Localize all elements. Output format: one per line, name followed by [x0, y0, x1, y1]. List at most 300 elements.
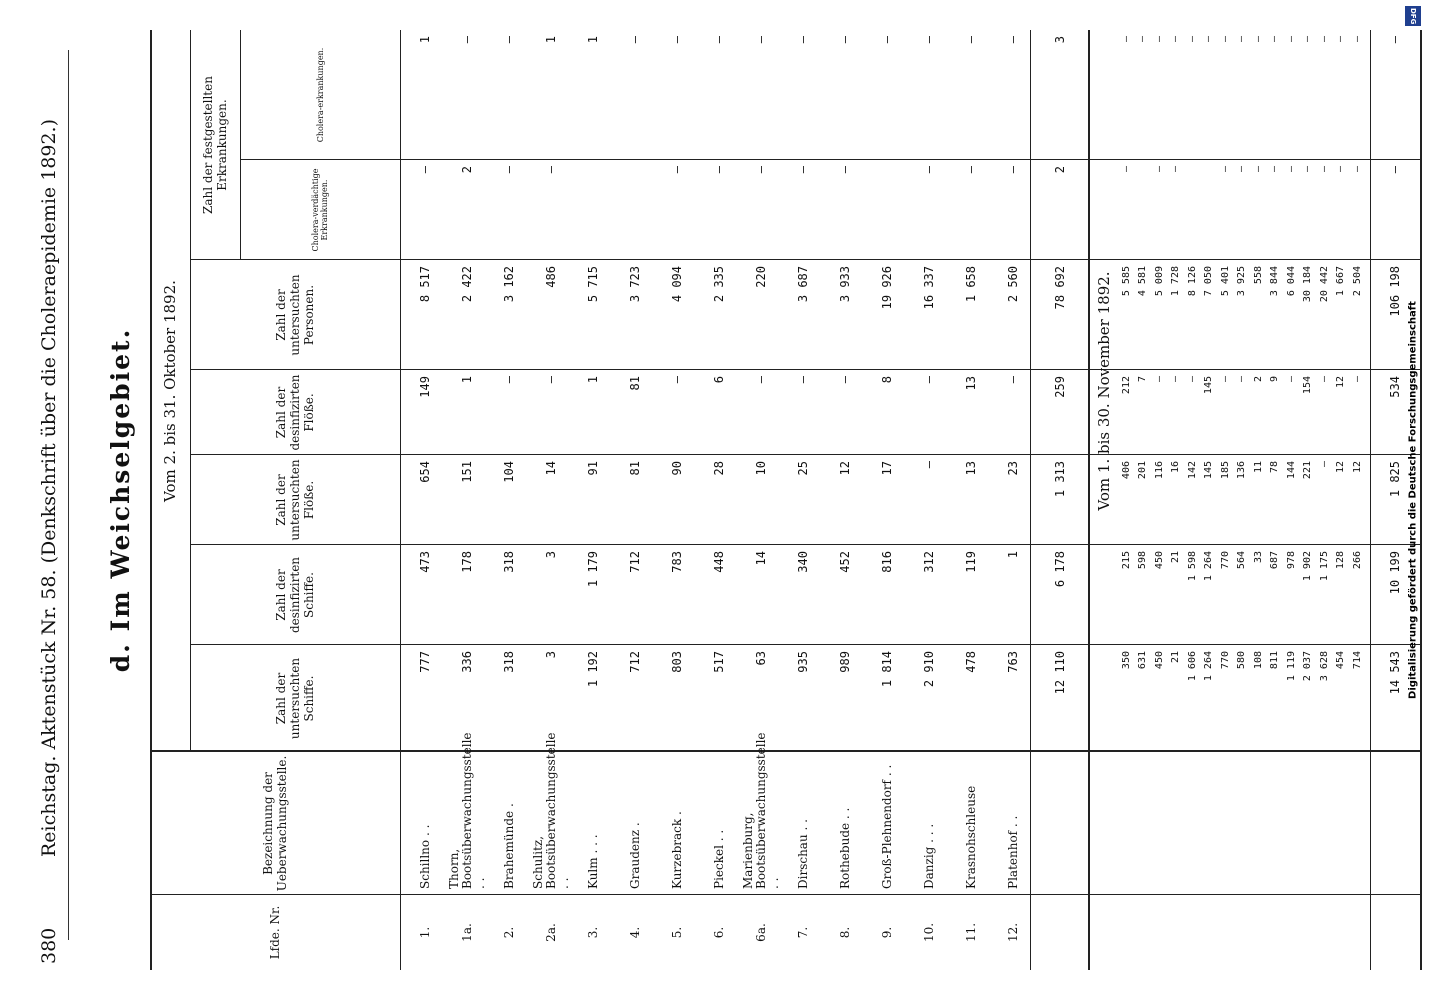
cell-cholera-verdaechtig [1135, 160, 1151, 260]
cell-schiffe-untersucht: 763 [1006, 651, 1020, 673]
cell-personen-untersucht: 1 728 [1170, 266, 1181, 297]
cell-station-name: Groß-Plehnendorf . . [879, 764, 894, 889]
october-total-row [1040, 30, 1080, 970]
cell-floesse-untersucht: 116 [1153, 461, 1165, 480]
table-row [1267, 30, 1283, 970]
cell-floesse-desinfiziert: 6 [712, 376, 726, 384]
nov-total-rule [1370, 30, 1371, 970]
cell-station-name: Dirschau . . [795, 819, 810, 889]
cell-personen-untersucht: 3 687 [796, 266, 810, 303]
cell-floesse-desinfiziert: — [1153, 376, 1165, 383]
cell-floesse-desinfiziert: 81 [628, 376, 642, 391]
cell-cholera-verdaechtig: — [1351, 166, 1363, 173]
cell-floesse-desinfiziert: 145 [1203, 376, 1214, 395]
cell-station-name: Marienburg, Bootsüberwachungsstelle . . [740, 732, 781, 889]
cell-lfd-nr: 3. [586, 926, 600, 939]
cell-floesse-untersucht: 12 [838, 461, 852, 476]
cell-floesse-desinfiziert: 13 [964, 376, 978, 391]
table-row [951, 30, 991, 970]
cell-cholera-verdaechtig: — [670, 166, 684, 174]
cell-cholera-erkrankungen: — [1351, 36, 1363, 43]
cell-cholera-verdaechtig: — [1170, 166, 1181, 173]
cell-station-name: Platenhof . . [1005, 815, 1020, 889]
cell-floesse-untersucht: 142 [1186, 461, 1198, 480]
cell-cholera-verdaechtig: — [1285, 166, 1297, 173]
cell-schiffe-untersucht: 2 910 [922, 651, 936, 688]
cell-schiffe-desinfiziert: 452 [838, 551, 852, 573]
cell-cholera-erkrankungen: — [796, 36, 810, 44]
cell-schiffe-untersucht: 108 [1252, 651, 1264, 670]
table-row [405, 30, 445, 970]
cell-lfd-nr: 8. [838, 926, 852, 939]
cell-schiffe-untersucht: 1 264 [1203, 651, 1214, 682]
cell-schiffe-desinfiziert: 21 [1170, 551, 1181, 564]
cell-schiffe-untersucht: 336 [460, 651, 474, 673]
cell-personen-untersucht: 2 335 [712, 266, 726, 303]
cell-floesse-untersucht: 90 [670, 461, 684, 476]
table-row [1300, 30, 1316, 970]
cell-cholera-verdaechtig: — [1153, 166, 1165, 173]
cell-schiffe-untersucht: 989 [838, 651, 852, 673]
cell-cholera-verdaechtig: — [796, 166, 810, 174]
header-erkrankungen: Zahl der festgestellten Erkrankungen. [201, 76, 229, 214]
header-bezeichnung: Bezeichnung der Ueberwachungsstelle. [261, 755, 289, 892]
cell-cholera-erkrankungen: 1 [586, 36, 600, 44]
table-row [993, 30, 1033, 970]
header-schiffe-untersucht: Zahl der untersuchten Schiffe. [274, 657, 316, 740]
cell-cholera-verdaechtig [573, 160, 613, 260]
table-row [1349, 30, 1365, 970]
cell-cholera-erkrankungen: — [1269, 36, 1280, 43]
section-title: d. Im Weichselgebiet. [106, 327, 135, 673]
cell-personen-untersucht: 558 [1252, 266, 1264, 285]
header-rule [68, 50, 69, 940]
cell-schiffe-desinfiziert: 816 [880, 551, 894, 573]
cell-station-name: Schillno . . [417, 824, 432, 889]
cell-floesse-untersucht: 654 [418, 461, 432, 483]
cell-lfd-nr: 5. [670, 926, 684, 939]
cell-schiffe-untersucht: 777 [418, 651, 432, 673]
table-row [615, 30, 655, 970]
cell-personen-untersucht: 5 585 [1120, 266, 1132, 297]
cell-floesse-desinfiziert: — [838, 376, 852, 384]
cell-cholera-erkrankungen: — [1006, 36, 1020, 44]
cell-floesse-desinfiziert: 1 [586, 376, 600, 384]
cell-personen-untersucht: 4 581 [1137, 266, 1148, 297]
cell-station-name: Kurzebrack . [669, 811, 684, 889]
table-row [867, 30, 907, 970]
cell-cholera-verdaechtig [615, 160, 655, 260]
cell-floesse-untersucht: 12 [1351, 461, 1363, 474]
cell-cholera-verdaechtig: — [964, 166, 978, 174]
table-row [1135, 30, 1151, 970]
cell-personen-untersucht: 78 692 [1053, 266, 1067, 310]
cell-cholera-erkrankungen: — [880, 36, 894, 44]
table-row [1316, 30, 1332, 970]
cell-schiffe-untersucht: 935 [796, 651, 810, 673]
table-row [1283, 30, 1299, 970]
cell-personen-untersucht: 2 422 [460, 266, 474, 303]
cell-station-name: Thorn, Bootsüberwachungsstelle . . [446, 732, 487, 889]
cell-floesse-desinfiziert: — [1186, 376, 1198, 383]
cell-cholera-erkrankungen: 1 [418, 36, 432, 44]
header-cholera-verdaechtig: Cholera-verdächtige Erkrankungen. [311, 168, 329, 252]
cell-personen-untersucht: 3 933 [838, 266, 852, 303]
header-cholera-erkrankungen: Cholera-erkrankungen. [315, 47, 325, 143]
cell-cholera-erkrankungen: — [1236, 36, 1247, 43]
cell-cholera-verdaechtig: — [418, 166, 432, 174]
cell-schiffe-desinfiziert: 340 [796, 551, 810, 573]
cell-cholera-erkrankungen: — [1318, 36, 1330, 43]
cell-personen-untersucht: 5 715 [586, 266, 600, 303]
cell-personen-untersucht: 3 723 [628, 266, 642, 303]
cell-floesse-untersucht: 221 [1302, 461, 1313, 480]
cell-cholera-verdaechtig [1201, 160, 1217, 260]
cell-schiffe-untersucht: 631 [1137, 651, 1148, 670]
cell-cholera-erkrankungen: — [1203, 36, 1214, 43]
cell-schiffe-untersucht: 454 [1335, 651, 1346, 670]
cell-schiffe-desinfiziert: 783 [670, 551, 684, 573]
cell-floesse-untersucht: 17 [880, 461, 894, 476]
cell-cholera-verdaechtig: — [922, 166, 936, 174]
cell-station-name: Pieckel . . [711, 829, 726, 889]
cell-schiffe-desinfiziert: 318 [502, 551, 516, 573]
cell-schiffe-untersucht: 517 [712, 651, 726, 673]
cell-schiffe-desinfiziert: 978 [1285, 551, 1297, 570]
cell-schiffe-desinfiziert: 3 [544, 551, 558, 559]
cell-floesse-untersucht: — [922, 461, 936, 469]
cell-schiffe-desinfiziert: 10 199 [1388, 551, 1402, 595]
dfg-logo: DFG [1405, 6, 1421, 26]
cell-lfd-nr: 7. [796, 926, 810, 939]
cell-cholera-verdaechtig: — [712, 166, 726, 174]
cell-personen-untersucht: 19 926 [880, 266, 894, 310]
cell-station-name: Schulitz, Bootsüberwachungsstelle . . [530, 732, 571, 889]
cell-cholera-erkrankungen: — [1302, 36, 1313, 43]
cell-floesse-desinfiziert: 212 [1120, 376, 1132, 395]
cell-floesse-desinfiziert: 8 [880, 376, 894, 384]
cell-personen-untersucht: 3 162 [502, 266, 516, 303]
cell-schiffe-desinfiziert: 178 [460, 551, 474, 573]
cell-schiffe-desinfiziert: 1 264 [1203, 551, 1214, 582]
cell-schiffe-desinfiziert: 266 [1351, 551, 1363, 570]
cell-cholera-verdaechtig: — [1006, 166, 1020, 174]
table-row [1234, 30, 1250, 970]
cell-personen-untersucht: 20 442 [1318, 266, 1330, 303]
page-number: 380 [38, 927, 60, 964]
cell-cholera-verdaechtig: — [1269, 166, 1280, 173]
cell-floesse-desinfiziert: — [796, 376, 810, 384]
cell-floesse-untersucht: 23 [1006, 461, 1020, 476]
cell-floesse-desinfiziert: — [1236, 376, 1247, 383]
cell-floesse-untersucht: 81 [628, 461, 642, 476]
table-row [1151, 30, 1167, 970]
cell-schiffe-desinfiziert: 687 [1269, 551, 1280, 570]
cell-lfd-nr: 11. [964, 922, 978, 943]
cell-lfd-nr: 2a. [544, 923, 558, 942]
header-bottom-rule [400, 30, 401, 970]
cell-schiffe-untersucht: 450 [1153, 651, 1165, 670]
cell-station-name: Brahemünde . [501, 803, 516, 889]
cell-cholera-erkrankungen: — [1252, 36, 1264, 43]
cell-floesse-untersucht: 406 [1120, 461, 1132, 480]
cell-personen-untersucht: 3 925 [1236, 266, 1247, 297]
cell-lfd-nr: 1a. [460, 923, 474, 942]
cell-schiffe-untersucht: 3 [544, 651, 558, 659]
cell-lfd-nr: 10. [922, 922, 936, 943]
cell-personen-untersucht: 8 517 [418, 266, 432, 303]
header-floesse-desinfiziert: Zahl der desinfizirten Flöße. [274, 374, 316, 451]
cell-personen-untersucht: 220 [754, 266, 768, 288]
table-row [1333, 30, 1349, 970]
cell-schiffe-desinfiziert: 1 902 [1302, 551, 1313, 582]
cell-floesse-untersucht: 11 [1252, 461, 1264, 474]
cell-floesse-untersucht: 25 [796, 461, 810, 476]
cell-cholera-erkrankungen: — [1120, 36, 1132, 43]
cell-cholera-erkrankungen: — [1335, 36, 1346, 43]
table-row [447, 30, 487, 970]
cell-schiffe-desinfiziert: 312 [922, 551, 936, 573]
cell-floesse-desinfiziert: — [754, 376, 768, 384]
cell-station-name: Graudenz . [627, 822, 642, 889]
cell-floesse-desinfiziert: — [1318, 376, 1330, 383]
cell-personen-untersucht: 5 009 [1153, 266, 1165, 297]
cell-cholera-verdaechtig: — [1335, 166, 1346, 173]
cell-lfd-nr: 6a. [754, 923, 768, 942]
cell-personen-untersucht: 8 126 [1186, 266, 1198, 297]
cell-floesse-desinfiziert: — [670, 376, 684, 384]
cell-floesse-desinfiziert: 9 [1269, 376, 1280, 383]
cell-personen-untersucht: 3 844 [1269, 266, 1280, 297]
header-lfd-nr: Lfde. Nr. [268, 905, 282, 960]
cell-cholera-verdaechtig: — [544, 166, 558, 174]
cell-cholera-erkrankungen: — [1285, 36, 1297, 43]
cell-cholera-verdaechtig: — [838, 166, 852, 174]
table-row [909, 30, 949, 970]
cell-cholera-erkrankungen: — [460, 36, 474, 44]
cell-lfd-nr: 6. [712, 926, 726, 939]
cell-schiffe-desinfiziert: 1 [1006, 551, 1020, 559]
cell-station-name: Kulm . . . [585, 834, 600, 889]
cell-schiffe-desinfiziert: 564 [1236, 551, 1247, 570]
cell-floesse-untersucht: 1 313 [1053, 461, 1067, 498]
cell-cholera-erkrankungen: — [1186, 36, 1198, 43]
cell-schiffe-desinfiziert: 119 [964, 551, 978, 573]
cell-schiffe-untersucht: 318 [502, 651, 516, 673]
header-schiffe-desinfiziert: Zahl der desinfizirten Schiffe. [274, 556, 316, 634]
cell-cholera-erkrankungen: — [670, 36, 684, 44]
cell-personen-untersucht: 7 050 [1203, 266, 1214, 297]
cell-schiffe-untersucht: 712 [628, 651, 642, 673]
cell-floesse-untersucht: 136 [1236, 461, 1247, 480]
cell-floesse-untersucht: 28 [712, 461, 726, 476]
cell-floesse-desinfiziert: — [1351, 376, 1363, 383]
cell-cholera-verdaechtig: 2 [460, 166, 474, 174]
cell-floesse-desinfiziert: 149 [418, 376, 432, 398]
cell-schiffe-desinfiziert: 712 [628, 551, 642, 573]
table-row [489, 30, 529, 970]
cell-cholera-erkrankungen: 1 [544, 36, 558, 44]
cell-cholera-erkrankungen: — [502, 36, 516, 44]
cell-personen-untersucht: 2 560 [1006, 266, 1020, 303]
cell-cholera-erkrankungen: — [1137, 36, 1148, 43]
cell-cholera-erkrankungen: — [922, 36, 936, 44]
header-personen-untersucht: Zahl der untersuchten Personen. [274, 274, 316, 356]
cell-lfd-nr: 12. [1006, 922, 1020, 943]
cell-floesse-untersucht: 14 [544, 461, 558, 476]
table-row [1201, 30, 1217, 970]
funding-footer [1402, 0, 1424, 1000]
cell-cholera-verdaechtig: — [754, 166, 768, 174]
cell-floesse-desinfiziert: — [922, 376, 936, 384]
table-row [825, 30, 865, 970]
cell-schiffe-untersucht: 770 [1219, 651, 1231, 670]
cell-floesse-desinfiziert: — [1285, 376, 1297, 383]
cell-schiffe-untersucht: 350 [1120, 651, 1132, 670]
cell-schiffe-untersucht: 12 110 [1053, 651, 1067, 695]
cell-schiffe-untersucht: 14 543 [1388, 651, 1402, 695]
cell-cholera-verdaechtig: — [502, 166, 516, 174]
table-row [657, 30, 697, 970]
table-row [741, 30, 781, 970]
cell-schiffe-untersucht: 803 [670, 651, 684, 673]
table-row [531, 30, 571, 970]
cell-cholera-verdaechtig: — [1302, 166, 1313, 173]
period-october: Vom 2. bis 31. Oktober 1892. [161, 280, 179, 502]
table-row [1217, 30, 1233, 970]
running-head: Reichstag. Aktenstück Nr. 58. (Denkschrift über die Choleraepidemie 1892.) [38, 118, 60, 858]
cell-floesse-desinfiziert: — [1006, 376, 1020, 384]
cell-floesse-desinfiziert: — [544, 376, 558, 384]
cell-schiffe-untersucht: 2 037 [1302, 651, 1313, 682]
funding-note: Digitalisierung gefördert durch die Deutsche Forschungsgemeinschaft [1407, 301, 1419, 699]
cell-schiffe-desinfiziert: 1 175 [1318, 551, 1330, 582]
cell-schiffe-untersucht: 21 [1170, 651, 1181, 664]
period-november: Vom 1. bis 30. November 1892. [1095, 271, 1113, 511]
cell-floesse-desinfiziert: 534 [1388, 376, 1402, 398]
cell-cholera-erkrankungen: 3 [1053, 36, 1067, 44]
cell-cholera-erkrankungen: — [838, 36, 852, 44]
cell-floesse-desinfiziert: 12 [1335, 376, 1346, 389]
cell-cholera-verdaechtig: — [1120, 166, 1132, 173]
cell-lfd-nr: 4. [628, 926, 642, 939]
cell-cholera-verdaechtig: — [1388, 166, 1402, 174]
cell-schiffe-desinfiziert: 215 [1120, 551, 1132, 570]
cell-schiffe-untersucht: 1 606 [1186, 651, 1198, 682]
cell-station-name: Danzig . . . [921, 823, 936, 889]
cell-schiffe-desinfiziert: 128 [1335, 551, 1346, 570]
cell-personen-untersucht: 16 337 [922, 266, 936, 310]
cell-personen-untersucht: 1 658 [964, 266, 978, 303]
cell-floesse-untersucht: 151 [460, 461, 474, 483]
cell-personen-untersucht: 1 667 [1335, 266, 1346, 297]
cell-schiffe-desinfiziert: 6 178 [1053, 551, 1067, 588]
cell-floesse-desinfiziert: 259 [1053, 376, 1067, 398]
cell-cholera-erkrankungen: — [1153, 36, 1165, 43]
cell-station-name: Krasnohschleuse [963, 785, 978, 889]
cell-schiffe-desinfiziert: 33 [1252, 551, 1264, 564]
cell-floesse-untersucht: 12 [1335, 461, 1346, 474]
cell-floesse-untersucht: 16 [1170, 461, 1181, 474]
cell-personen-untersucht: 2 504 [1351, 266, 1363, 297]
cell-schiffe-untersucht: 580 [1236, 651, 1247, 670]
cell-personen-untersucht: 4 094 [670, 266, 684, 303]
cell-schiffe-desinfiziert: 1 598 [1186, 551, 1198, 582]
cell-floesse-untersucht: 1 825 [1388, 461, 1402, 498]
cell-schiffe-untersucht: 811 [1269, 651, 1280, 670]
cell-personen-untersucht: 486 [544, 266, 558, 288]
header-floesse-untersucht: Zahl der untersuchten Flöße. [274, 459, 316, 541]
table-row [1118, 30, 1134, 970]
cell-floesse-desinfiziert: 154 [1302, 376, 1313, 395]
cell-lfd-nr: 2. [502, 926, 516, 939]
cell-personen-untersucht: 6 044 [1285, 266, 1297, 297]
cell-floesse-desinfiziert: 1 [460, 376, 474, 384]
cell-floesse-untersucht: 13 [964, 461, 978, 476]
cell-cholera-verdaechtig: — [1236, 166, 1247, 173]
cell-cholera-verdaechtig [867, 160, 907, 260]
cell-schiffe-untersucht: 63 [754, 651, 768, 666]
cell-personen-untersucht: 30 184 [1302, 266, 1313, 303]
cell-cholera-erkrankungen: — [1219, 36, 1231, 43]
cell-schiffe-untersucht: 1 119 [1285, 651, 1297, 682]
cell-floesse-untersucht: 104 [502, 461, 516, 483]
cell-cholera-verdaechtig [1184, 160, 1200, 260]
cell-schiffe-desinfiziert: 770 [1219, 551, 1231, 570]
cell-cholera-erkrankungen: — [1388, 36, 1402, 44]
cell-floesse-desinfiziert: — [1219, 376, 1231, 383]
cell-floesse-untersucht: 10 [754, 461, 768, 476]
cell-cholera-verdaechtig: — [1318, 166, 1330, 173]
cell-schiffe-desinfiziert: 598 [1137, 551, 1148, 570]
table-row [573, 30, 613, 970]
cell-cholera-verdaechtig: — [1252, 166, 1264, 173]
cell-cholera-erkrankungen: — [754, 36, 768, 44]
cell-cholera-verdaechtig: 2 [1053, 166, 1067, 174]
table-row [1184, 30, 1200, 970]
cell-schiffe-desinfiziert: 1 179 [586, 551, 600, 588]
cell-lfd-nr: 1. [418, 926, 432, 939]
cell-cholera-erkrankungen: — [712, 36, 726, 44]
cell-floesse-untersucht: 78 [1269, 461, 1280, 474]
cell-cholera-erkrankungen: — [964, 36, 978, 44]
cell-floesse-untersucht: — [1318, 461, 1330, 468]
cell-floesse-untersucht: 91 [586, 461, 600, 476]
cell-schiffe-untersucht: 478 [964, 651, 978, 673]
cell-schiffe-untersucht: 714 [1351, 651, 1363, 670]
table-row [783, 30, 823, 970]
table-row [699, 30, 739, 970]
cell-schiffe-desinfiziert: 450 [1153, 551, 1165, 570]
table-row [1250, 30, 1266, 970]
cell-station-name: Rothebude . . [837, 807, 852, 889]
cell-schiffe-desinfiziert: 14 [754, 551, 768, 566]
cell-schiffe-untersucht: 3 628 [1318, 651, 1330, 682]
cell-floesse-untersucht: 185 [1219, 461, 1231, 480]
cell-cholera-erkrankungen: — [1170, 36, 1181, 43]
cell-schiffe-desinfiziert: 473 [418, 551, 432, 573]
cell-cholera-erkrankungen: — [628, 36, 642, 44]
cell-schiffe-desinfiziert: 448 [712, 551, 726, 573]
cell-floesse-desinfiziert: — [502, 376, 516, 384]
cell-floesse-untersucht: 201 [1137, 461, 1148, 480]
table-row [1168, 30, 1184, 970]
cell-lfd-nr: 9. [880, 926, 894, 939]
cell-schiffe-untersucht: 1 192 [586, 651, 600, 688]
cell-personen-untersucht: 106 198 [1388, 266, 1402, 317]
cell-floesse-desinfiziert: 2 [1252, 376, 1264, 383]
cell-floesse-desinfiziert: 7 [1137, 376, 1148, 383]
